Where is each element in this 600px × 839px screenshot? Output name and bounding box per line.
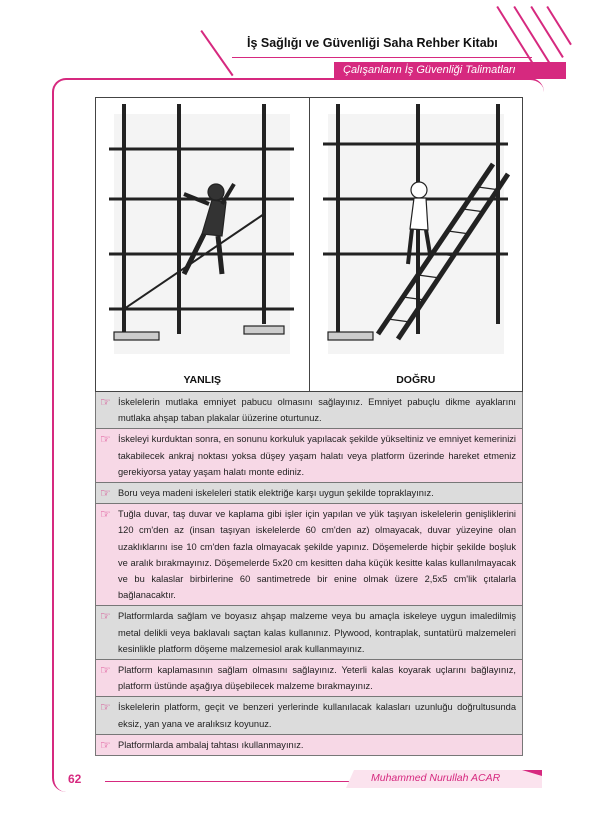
wrong-illustration [96,98,310,391]
instruction-text: Boru veya madeni iskeleleri statik elektriğe karşı uygun şekilde topraklayınız. [118,488,434,499]
pointing-hand-icon: ☞ [100,663,111,678]
instruction-text: Platformlarda sağlam ve boyasız ahşap malzeme veya bu amaçla iskeleye uygun imaledilmiş metal delikli veya baklavalı saçtan kalas kullanınız. Plywood, kontraplak, suntatürü malzemeleri kesinlikle platform döşeme malzemesiol arak kullanmayınız. [118,611,516,654]
instruction-item [95,660,523,697]
header-line [200,30,233,76]
illustration-panel [95,97,523,392]
author-name: Muhammed Nurullah ACAR [371,772,501,784]
pointing-hand-icon: ☞ [100,432,111,447]
instruction-item [95,483,523,504]
instruction-item [95,697,523,734]
instruction-item [95,392,523,429]
pointing-hand-icon: ☞ [100,700,111,715]
pointing-hand-icon: ☞ [100,609,111,624]
instruction-item [95,735,523,756]
scaffold-stairs-illustration [318,104,514,366]
correct-illustration [310,98,523,391]
correct-label: DOĞRU [396,374,436,386]
instruction-item [95,504,523,606]
content-area [95,97,523,756]
instruction-text: İskelelerin mutlaka emniyet pabucu olmasını sağlayınız. Emniyet pabuçlu dikme ayaklarını mutlaka ahşap taban plakalar üüzerine oturtunuz. [118,397,516,424]
pointing-hand-icon: ☞ [100,395,111,409]
instruction-item [95,429,523,483]
instruction-list [95,392,523,756]
pointing-hand-icon: ☞ [100,486,111,501]
page-title: İş Sağlığı ve Güvenliği Saha Rehber Kitabı [247,36,498,50]
pointing-hand-icon: ☞ [100,507,111,522]
decor-stripe [530,6,563,58]
instruction-text: İskelelerin platform, geçit ve benzeri yerlerinde kullanılacak kalasları uzunluğu doğrultusunda eksiz, yan yana ve aralıksız koyunuz. [118,702,516,729]
page-number: 62 [68,772,82,786]
instruction-text: Platform kaplamasının sağlam olmasını sağlayınız. Yeterli kalas koyarak uçlarını bağlayınız, platform üstünde aşağıya düşebilecek malzeme bırakmayınız. [118,665,516,692]
instruction-text: Tuğla duvar, taş duvar ve kaplama gibi işler için yapılan ve yük taşıyan iskelelerin genişliklerini 120 cm'den az (insan taşıyan iskelelerde 60 cm'den az) olmayacak, duvar yüzeyine olan uzaklıklarını ise 10 cm'den fazla olmayacak şekilde yapınız. Döşemelerde hiçbir şekilde boşluk ve aralık bırakmayınız. Döşemelerde 5x20 cm kesitten daha küçük kesitte kalas kullanılmayacak ve bu kalaslar birbirlerine 60 santimetrede bir enine olmak üzere 2,5x5 cm'lik çıtalarla bağlanacaktır. [118,509,516,601]
section-subtitle: Çalışanların İş Güvenliği Talimatları [343,64,516,76]
scaffold-climbing-illustration [104,104,300,366]
footer-line [105,781,350,782]
instruction-text: Platformlarda ambalaj tahtası ıkullanmayınız. [118,739,304,750]
wrong-label: YANLIŞ [183,374,222,386]
instruction-item [95,606,523,660]
header-underline [232,57,532,58]
pointing-hand-icon: ☞ [100,737,111,752]
instruction-text: İskeleyi kurduktan sonra, en sonunu korkuluk yapılacak şekilde yükseltiniz ve emniyet kemerinizi takabilecek ankraj noktası yoksa düşey yaşam halatı veya platform üzerinde hareket etmeniz gerekiyorsa yatay yaşam halatı monte ediniz. [118,434,516,477]
